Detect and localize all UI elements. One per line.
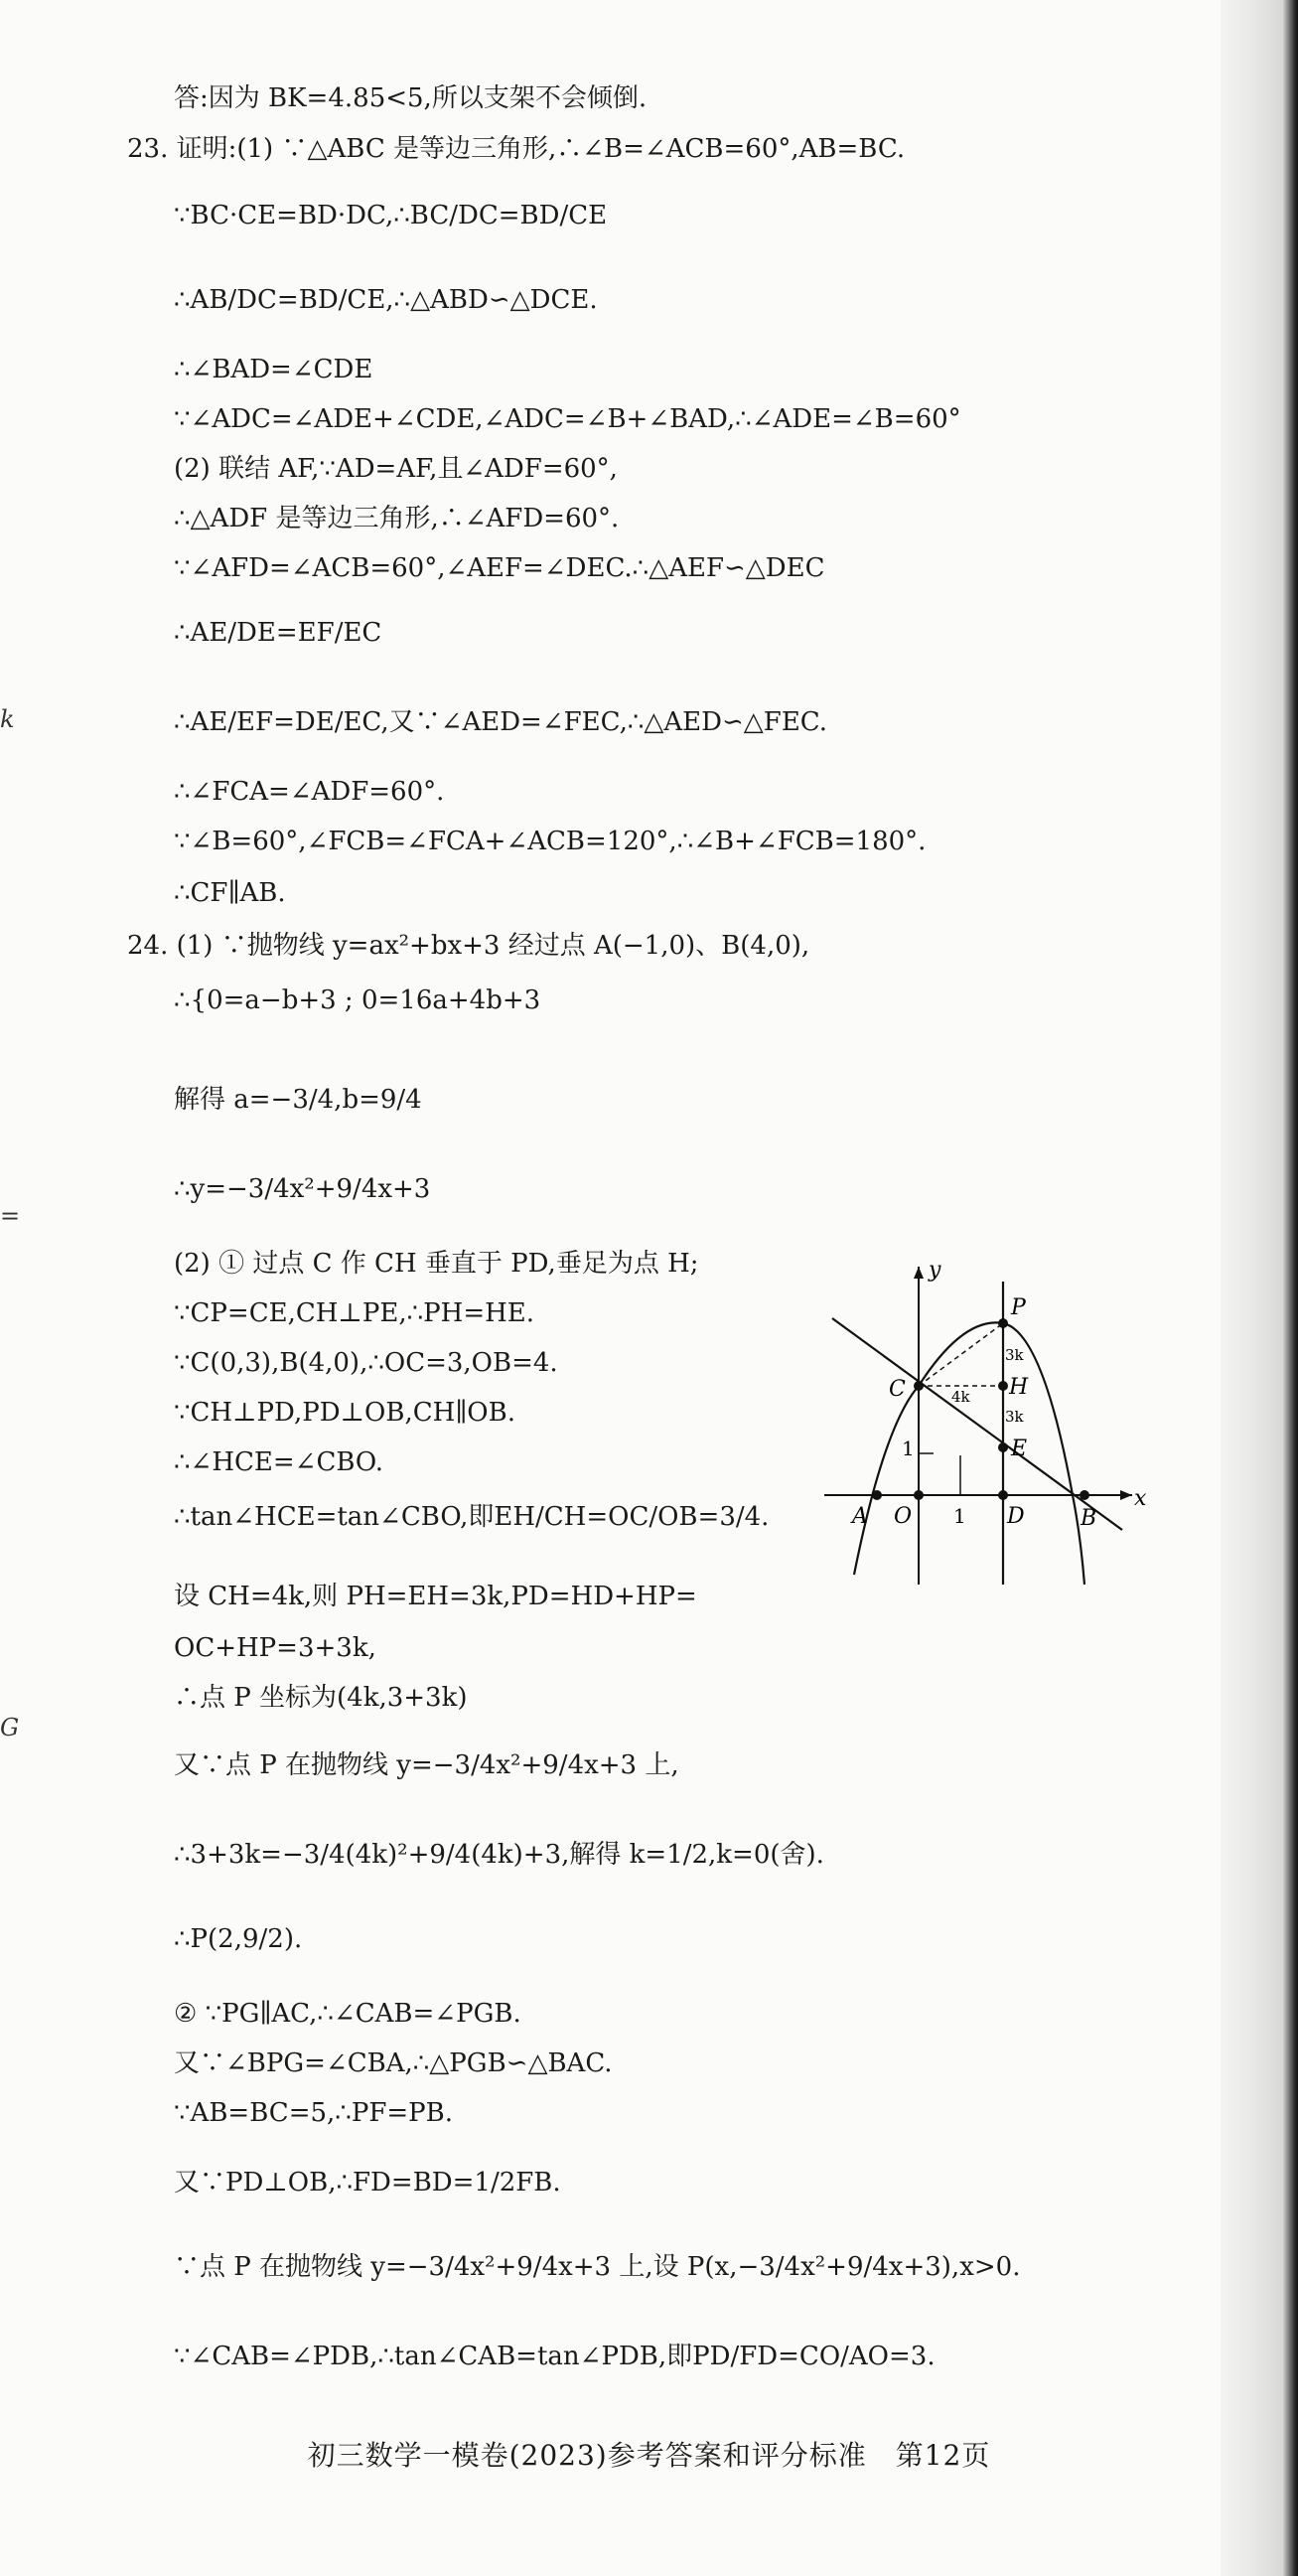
point-h <box>998 1381 1008 1391</box>
label-x: x <box>1134 1486 1147 1511</box>
parabola-figure <box>824 1257 1152 1585</box>
answer-line: ∴点 P 坐标为(4k,3+3k) <box>174 1683 468 1713</box>
answer-line: 又∵点 P 在抛物线 y=−3/4x²+9/4x+3 上, <box>174 1750 679 1780</box>
label-one-x: 1 <box>953 1504 966 1528</box>
answer-line: ∵CH⊥PD,PD⊥OB,CH∥OB. <box>174 1398 515 1428</box>
page-footer: 初三数学一模卷(2023)参考答案和评分标准 第12页 <box>307 2439 991 2472</box>
margin-fragment: G <box>0 1714 20 1742</box>
label-d: D <box>1007 1504 1025 1529</box>
label-p: P <box>1011 1295 1026 1320</box>
point-e <box>998 1442 1008 1452</box>
answer-line: ∴∠FCA=∠ADF=60°. <box>174 777 445 807</box>
label-3k-top: 3k <box>1005 1346 1024 1364</box>
answer-line: (2) 联结 AF,∵AD=AF,且∠ADF=60°, <box>174 454 618 484</box>
answer-line: 24. (1) ∵抛物线 y=ax²+bx+3 经过点 A(−1,0)、B(4,0), <box>127 931 810 961</box>
answer-line: ∵C(0,3),B(4,0),∴OC=3,OB=4. <box>174 1348 558 1378</box>
label-a: A <box>852 1504 868 1529</box>
label-3k-bottom: 3k <box>1005 1408 1024 1426</box>
answer-line: 设 CH=4k,则 PH=EH=3k,PD=HD+HP= <box>174 1582 697 1611</box>
label-b: B <box>1081 1506 1097 1531</box>
answer-line: ∵CP=CE,CH⊥PE,∴PH=HE. <box>174 1298 535 1328</box>
answer-line: ∴∠HCE=∠CBO. <box>174 1447 383 1477</box>
answer-line: ② ∵PG∥AC,∴∠CAB=∠PGB. <box>174 1999 521 2029</box>
answer-line: ∴∠BAD=∠CDE <box>174 355 373 384</box>
label-o: O <box>894 1504 913 1529</box>
answer-line: 又∵PD⊥OB,∴FD=BD=1/2FB. <box>174 2168 561 2197</box>
point-c <box>914 1381 924 1391</box>
answer-line: ∴△ADF 是等边三角形,∴∠AFD=60°. <box>174 504 620 533</box>
label-h: H <box>1009 1375 1029 1400</box>
answer-line: ∴3+3k=−3/4(4k)²+9/4(4k)+3,解得 k=1/2,k=0(舍). <box>174 1840 824 1870</box>
label-c: C <box>889 1377 906 1402</box>
label-one-y: 1 <box>902 1437 915 1460</box>
answer-line: ∵AB=BC=5,∴PF=PB. <box>174 2098 454 2128</box>
label-4k: 4k <box>951 1388 970 1406</box>
answer-line: ∴y=−3/4x²+9/4x+3 <box>174 1174 431 1204</box>
answer-line: 23. 证明:(1) ∵△ABC 是等边三角形,∴∠B=∠ACB=60°,AB=BC. <box>127 134 906 164</box>
answer-line: ∵∠B=60°,∠FCB=∠FCA+∠ACB=120°,∴∠B+∠FCB=180°. <box>174 827 927 856</box>
margin-fragment: k <box>0 705 15 733</box>
answer-line: ∴AB/DC=BD/CE,∴△ABD∽△DCE. <box>174 285 598 315</box>
answer-line: ∵BC·CE=BD·DC,∴BC/DC=BD/CE <box>174 201 608 230</box>
margin-fragment: = <box>0 1202 21 1230</box>
answer-line: ∴P(2,9/2). <box>174 1924 303 1954</box>
answer-line: 又∵∠BPG=∠CBA,∴△PGB∽△BAC. <box>174 2048 613 2078</box>
answer-line: ∴{0=a−b+3 ; 0=16a+4b+3 <box>174 985 541 1015</box>
answer-line: ∵∠AFD=∠ACB=60°,∠AEF=∠DEC.∴△AEF∽△DEC <box>174 553 825 583</box>
parabola-curve <box>854 1322 1084 1585</box>
point-d <box>998 1490 1008 1500</box>
answer-line: 解得 a=−3/4,b=9/4 <box>174 1085 422 1115</box>
answer-line: ∵点 P 在抛物线 y=−3/4x²+9/4x+3 上,设 P(x,−3/4x²+9/4x+3),x>0. <box>174 2252 1021 2282</box>
answer-line: ∵∠ADC=∠ADE+∠CDE,∠ADC=∠B+∠BAD,∴∠ADE=∠B=60° <box>174 404 961 434</box>
x-axis-arrow <box>1120 1490 1132 1500</box>
scan-edge-shadow <box>1221 0 1298 2576</box>
answer-line: ∴CF∥AB. <box>174 878 286 908</box>
point-o <box>914 1490 924 1500</box>
label-y: y <box>929 1258 941 1283</box>
answer-line: ∴tan∠HCE=tan∠CBO,即EH/CH=OC/OB=3/4. <box>174 1502 770 1532</box>
point-p <box>998 1318 1008 1328</box>
answer-line: OC+HP=3+3k, <box>174 1633 376 1663</box>
y-axis-arrow <box>914 1267 924 1279</box>
answer-line: ∴AE/DE=EF/EC <box>174 618 382 648</box>
answer-line: (2) ① 过点 C 作 CH 垂直于 PD,垂足为点 H; <box>174 1249 699 1279</box>
answer-line: 答:因为 BK=4.85<5,所以支架不会倾倒. <box>174 83 648 113</box>
answer-line: ∴AE/EF=DE/EC,又∵∠AED=∠FEC,∴△AED∽△FEC. <box>174 707 828 737</box>
label-e: E <box>1011 1437 1028 1461</box>
answer-line: ∵∠CAB=∠PDB,∴tan∠CAB=tan∠PDB,即PD/FD=CO/AO=3. <box>174 2342 936 2371</box>
point-b <box>1080 1490 1089 1500</box>
dashed-cp <box>919 1323 1003 1386</box>
point-a <box>872 1490 882 1500</box>
